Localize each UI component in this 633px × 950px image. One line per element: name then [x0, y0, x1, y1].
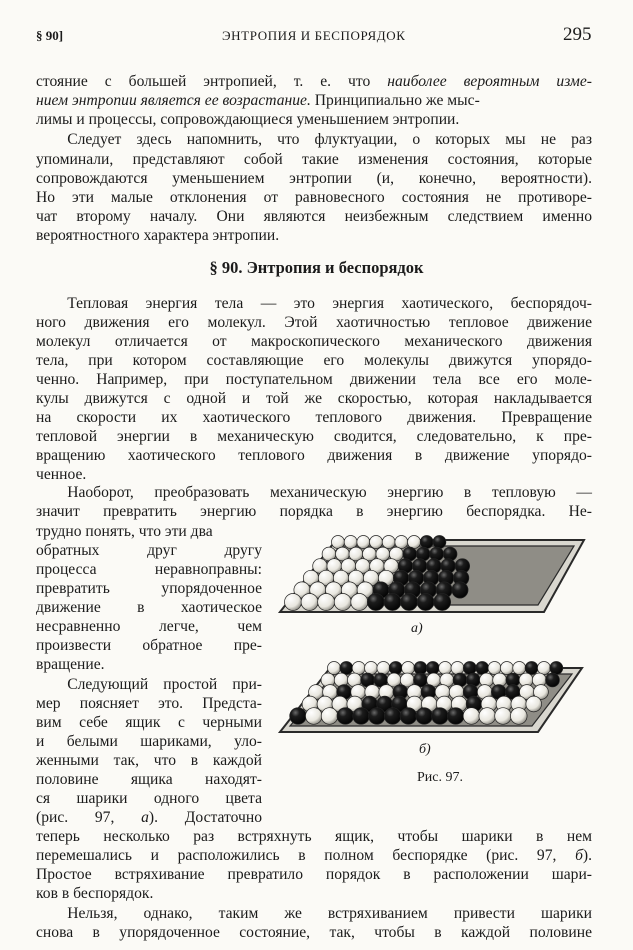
text-run: на скорости их хаотического теплового движения. Превращение	[36, 409, 592, 426]
black-ball	[550, 662, 563, 675]
balls-b	[290, 662, 563, 725]
panel-b-label: б)	[419, 742, 431, 757]
text-run: упоминали, представляют собой такие изменения состояния, которые	[36, 151, 592, 168]
italic-run: нием энтропии является ее возрастание.	[36, 92, 311, 109]
text-line	[36, 446, 592, 465]
text-line	[36, 332, 592, 351]
text-line	[36, 541, 262, 560]
text-run: тела, при котором составляющие его молекулы движутся упорядо-	[36, 352, 592, 369]
italic-run: а	[141, 809, 149, 826]
text-line	[36, 713, 262, 732]
text-run: вим себе ящик с черными	[36, 714, 262, 731]
text-line	[36, 408, 592, 427]
white-ball	[439, 662, 452, 675]
text-run: теперь несколько раз встряхнуть ящик, чтобы шарики в нем	[36, 828, 592, 845]
text-line	[36, 72, 592, 91]
text-run: несравненно легче, чем	[36, 618, 262, 635]
text-run: ся шарики одного цвета	[36, 790, 262, 807]
text-run: молекул отличается от макроскопического механического движения	[36, 333, 592, 350]
black-ball	[463, 662, 476, 675]
text-line	[36, 427, 592, 446]
black-ball	[546, 673, 560, 687]
text-run: ного движения его молекул. Этой хаотичностью тепловое движение	[36, 314, 592, 331]
white-ball	[495, 708, 512, 725]
black-ball	[416, 708, 433, 725]
white-ball	[526, 696, 542, 712]
text-run: половине ящика находят-	[36, 771, 262, 788]
white-ball	[537, 662, 550, 675]
black-ball	[340, 662, 353, 675]
text-line	[36, 751, 262, 770]
text-line	[36, 91, 592, 110]
text-line	[36, 865, 592, 884]
text-run: тепловой энергии в механическую сводится, следовательно, к пре-	[36, 428, 592, 445]
text-run: процесса неравноправны:	[36, 561, 262, 578]
figure-97b-mixed-balls	[276, 652, 588, 742]
white-ball	[500, 662, 513, 675]
white-ball	[318, 594, 335, 611]
text-line	[36, 483, 592, 502]
black-ball	[337, 708, 354, 725]
text-line	[36, 313, 592, 332]
text-line	[36, 169, 592, 188]
text-run: Принципиально же мыс-	[310, 92, 480, 109]
text-line	[36, 636, 262, 655]
text-line	[36, 655, 262, 674]
white-ball	[451, 662, 464, 675]
text-line	[36, 188, 592, 207]
white-ball	[370, 536, 383, 549]
text-run: ков в беспорядок.	[36, 885, 154, 902]
white-ball	[510, 708, 527, 725]
black-ball	[401, 594, 418, 611]
black-ball	[369, 708, 386, 725]
text-line	[36, 130, 592, 149]
black-ball	[400, 708, 417, 725]
text-line	[36, 389, 592, 408]
text-run: Наоборот, преобразовать механическую энергию в тепловую —	[36, 484, 592, 501]
text-run: Следующий простой при-	[36, 676, 262, 693]
text-line	[36, 579, 262, 598]
black-ball	[353, 708, 370, 725]
text-run: кулы движутся с одной и той же скоростью, которая накладывается	[36, 390, 592, 407]
text-line	[36, 789, 262, 808]
white-ball	[344, 536, 357, 549]
text-line	[36, 617, 262, 636]
text-run: Нельзя, однако, таким же встряхиванием привести шарики	[36, 905, 592, 922]
text-line	[36, 675, 262, 694]
figure-97a-ordered-balls	[276, 512, 588, 622]
white-ball	[479, 708, 496, 725]
text-line	[36, 110, 592, 129]
text-line	[36, 560, 262, 579]
panel-a-label: а)	[411, 621, 423, 636]
text-line	[36, 465, 592, 484]
black-ball	[525, 662, 538, 675]
text-run: вращению хаотического теплового движения в движение упорядо-	[36, 447, 592, 464]
white-ball	[301, 594, 318, 611]
white-ball	[377, 662, 390, 675]
text-line	[36, 884, 592, 903]
text-run: произвести обратное пре-	[36, 637, 262, 654]
black-ball	[384, 708, 401, 725]
text-line	[36, 351, 592, 370]
text-run: вращение.	[36, 656, 105, 673]
text-line	[36, 904, 592, 923]
white-ball	[402, 662, 415, 675]
text-run: движение в хаотическое	[36, 599, 262, 616]
text-run: ченное.	[36, 466, 87, 483]
white-ball	[352, 662, 365, 675]
white-ball	[488, 662, 501, 675]
text-line	[36, 150, 592, 169]
text-line	[36, 370, 592, 389]
text-run: (рис. 97,	[36, 809, 142, 826]
italic-run: наиболее вероятным изме-	[387, 73, 592, 90]
white-ball	[382, 536, 395, 549]
white-ball	[351, 594, 368, 611]
black-ball	[447, 708, 464, 725]
text-line	[36, 598, 262, 617]
text-line	[36, 808, 262, 827]
text-line	[36, 827, 592, 846]
text-run: Следует здесь напомнить, что флуктуации, о которых мы не раз	[36, 131, 592, 148]
italic-run: б	[575, 847, 583, 864]
text-line	[36, 770, 262, 789]
white-ball	[334, 594, 351, 611]
text-line	[36, 732, 262, 751]
black-ball	[434, 594, 451, 611]
text-run: ченно. Например, при поступательном движении тела все его моле-	[36, 371, 592, 388]
black-ball	[426, 662, 439, 675]
text-line	[36, 694, 262, 713]
text-run: лимы и процессы, сопровождающиеся уменьшением энтропии.	[36, 111, 460, 128]
white-ball	[357, 536, 370, 549]
black-ball	[417, 594, 434, 611]
white-ball	[285, 594, 302, 611]
black-ball	[367, 594, 384, 611]
black-ball	[290, 708, 307, 725]
text-line	[36, 522, 262, 541]
text-line	[36, 226, 592, 245]
black-ball	[420, 536, 433, 549]
header-section-ref: § 90]	[36, 28, 64, 43]
header-title: ЭНТРОПИЯ И БЕСПОРЯДОК	[222, 28, 406, 43]
black-ball	[384, 594, 401, 611]
text-run: женными так, что в каждой	[36, 752, 262, 769]
white-ball	[463, 708, 480, 725]
white-ball	[305, 708, 322, 725]
text-line	[36, 207, 592, 226]
white-ball	[408, 536, 421, 549]
text-line	[36, 923, 592, 942]
black-ball	[414, 662, 427, 675]
text-run: ). Достаточно	[148, 809, 262, 826]
text-run: обратных друг другу	[36, 542, 262, 559]
text-run: мер поясняет это. Предста-	[36, 695, 262, 712]
page-number: 295	[563, 24, 592, 45]
black-ball	[432, 708, 449, 725]
text-run: ).	[582, 847, 592, 864]
section-heading: § 90. Энтропия и беспорядок	[209, 258, 424, 277]
figure-caption: Рис. 97.	[417, 770, 463, 785]
text-line	[36, 294, 592, 313]
text-run: сопровождаются уменьшением энтропии (и, конечно, вероятности).	[36, 170, 592, 187]
balls-a	[285, 536, 470, 611]
black-ball	[476, 662, 489, 675]
text-run: чат второму началу. Они являются неизбежным следствием именно	[36, 208, 592, 225]
white-ball	[321, 708, 338, 725]
black-ball	[452, 582, 468, 598]
text-run: перемешались и расположились в полном беспорядке (рис. 97,	[36, 847, 576, 864]
text-line	[36, 846, 592, 865]
white-ball	[332, 536, 345, 549]
white-ball	[328, 662, 341, 675]
black-ball	[433, 536, 446, 549]
white-ball	[513, 662, 526, 675]
white-ball	[395, 536, 408, 549]
text-run: снова в упорядоченное состояние, так, чтобы в каждой половине	[36, 924, 592, 941]
text-run: стояние с большей энтропией, т. е. что	[36, 73, 388, 90]
text-run: трудно понять, что эти два	[36, 523, 213, 540]
text-run: превратить упорядоченное	[36, 580, 262, 597]
white-ball	[365, 662, 378, 675]
text-run: и белыми шариками, уло-	[36, 733, 262, 750]
text-run: вероятностного характера энтропии.	[36, 227, 280, 244]
text-run: Тепловая энергия тела — это энергия хаотического, беспорядоч-	[36, 295, 592, 312]
text-run: Но эти малые отклонения от равновесного состояния не противоре-	[36, 189, 592, 206]
black-ball	[389, 662, 402, 675]
text-run: Простое встряхивание превратило порядок в расположении шари-	[36, 866, 592, 883]
text-run: значит превратить энергию порядка в энергию беспорядка. Не-	[36, 503, 592, 520]
